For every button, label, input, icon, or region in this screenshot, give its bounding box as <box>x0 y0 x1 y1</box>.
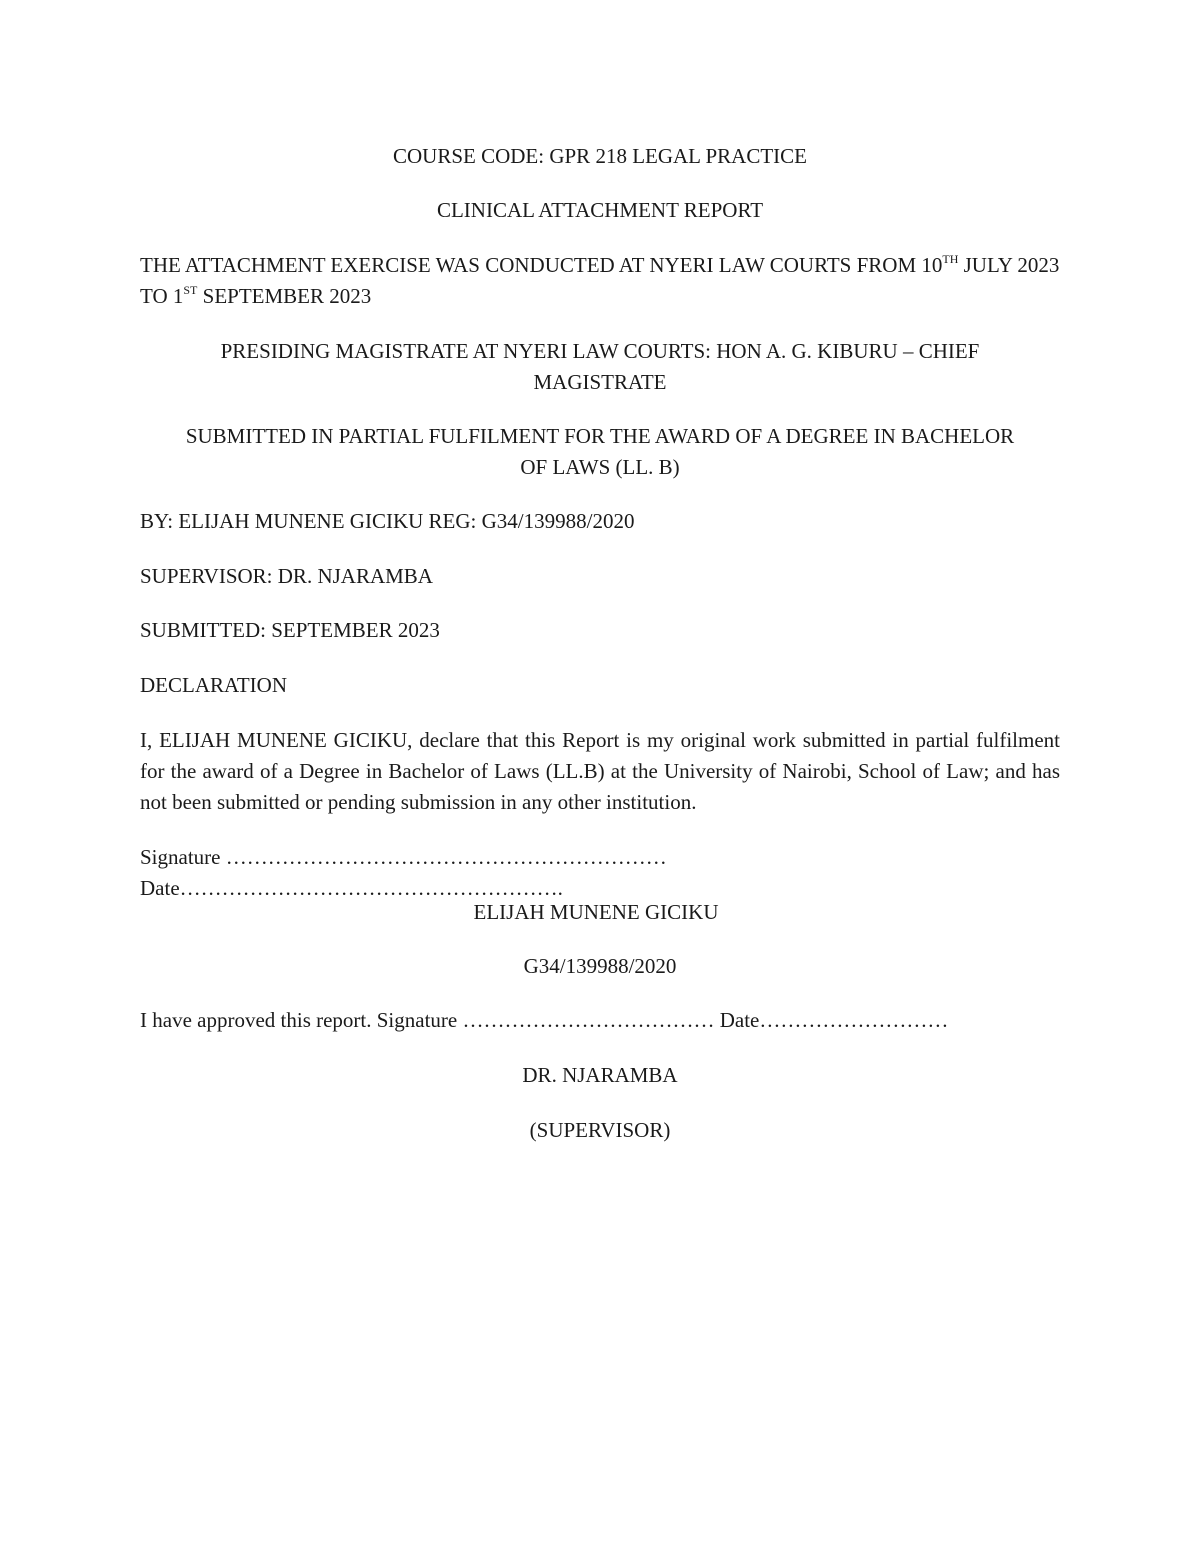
attachment-statement <box>140 250 1060 312</box>
presiding-magistrate: PRESIDING MAGISTRATE AT NYERI LAW COURTS: HON A. G. KIBURU – CHIEF MAGISTRATE <box>220 339 980 394</box>
student-reg: G34/139988/2020 <box>523 954 677 978</box>
declaration-body: I, ELIJAH MUNENE GICIKU, declare that this Report is my original work submitted in partial fulfilment for the award of a Degree in Bachelor of Laws (LL.B) at the University of Nairobi, School of Law; and has not been submitted or pending submission in any other institution. <box>140 728 1060 814</box>
submission-purpose: SUBMITTED IN PARTIAL FULFILMENT FOR THE AWARD OF A DEGREE IN BACHELOR OF LAWS (LL. B) <box>185 424 1015 479</box>
declaration-heading: DECLARATION <box>140 673 287 697</box>
attachment-sup-th: TH <box>942 252 959 266</box>
attachment-sup-st: ST <box>183 283 198 297</box>
attachment-text-part2: JULY 2023 TO 1 <box>140 253 1060 308</box>
attachment-text-part1: THE ATTACHMENT EXERCISE WAS CONDUCTED AT NYERI LAW COURTS FROM 10 <box>140 253 943 277</box>
course-code: COURSE CODE: GPR 218 LEGAL PRACTICE <box>392 144 807 168</box>
attachment-text-part3: SEPTEMBER 2023 <box>197 284 372 308</box>
student-signature-line: Signature ……………………………………………………… Date………………………………………………. <box>140 845 667 900</box>
report-title: CLINICAL ATTACHMENT REPORT <box>436 198 764 222</box>
submitted-line: SUBMITTED: SEPTEMBER 2023 <box>140 618 440 642</box>
supervisor-role: (SUPERVISOR) <box>529 1118 671 1142</box>
supervisor-line: SUPERVISOR: DR. NJARAMBA <box>140 564 433 588</box>
approval-signature-line: I have approved this report. Signature ……………………………… Date……………………… <box>140 1008 949 1032</box>
supervisor-name: DR. NJARAMBA <box>522 1063 678 1087</box>
author-line: BY: ELIJAH MUNENE GICIKU REG: G34/139988/2020 <box>140 509 635 533</box>
student-name: ELIJAH MUNENE GICIKU <box>473 900 719 924</box>
